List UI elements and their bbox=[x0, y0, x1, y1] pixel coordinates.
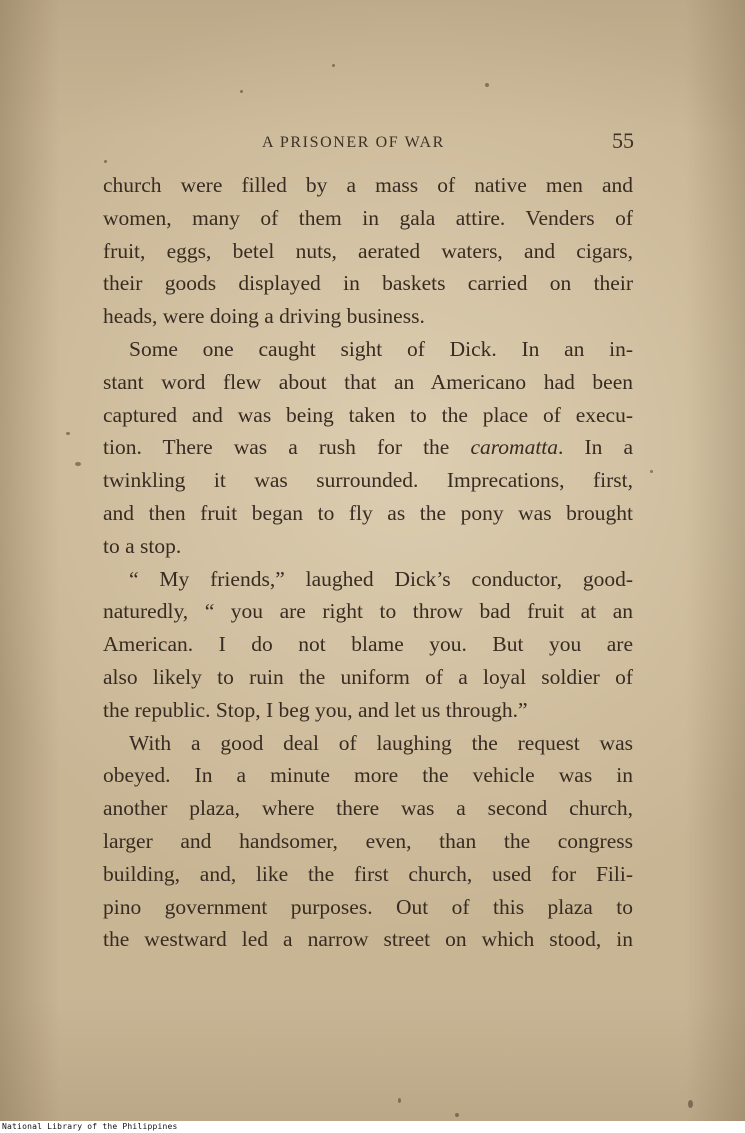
text-line-9-start: tion. There was a rush for the bbox=[103, 435, 450, 460]
paper-speck bbox=[688, 1100, 693, 1108]
text-line-23: pino government purposes. Out of this plaza to bbox=[103, 894, 633, 919]
text-line-8: captured and was being taken to the place of execu- bbox=[103, 402, 633, 427]
text-line-6: Some one caught sight of Dick. In an in- bbox=[129, 336, 633, 361]
text-line-12: to a stop. bbox=[103, 533, 182, 558]
text-line-16: also likely to ruin the uniform of a loyal soldier of bbox=[103, 664, 633, 689]
running-title: A PRISONER OF WAR bbox=[262, 134, 445, 151]
text-line-18: With a good deal of laughing the request was bbox=[129, 730, 633, 755]
text-line-3: fruit, eggs, betel nuts, aerated waters, and cigars, bbox=[103, 238, 633, 263]
paper-speck bbox=[455, 1113, 459, 1117]
text-line-22: building, and, like the first church, used for Fili- bbox=[103, 861, 633, 886]
text-line-15: American. I do not blame you. But you are bbox=[103, 632, 633, 657]
text-line-9-end: . In a bbox=[558, 435, 633, 460]
text-line-11: and then fruit began to fly as the pony was brought bbox=[103, 500, 633, 525]
paper-speck bbox=[398, 1098, 401, 1103]
paper-speck bbox=[104, 160, 107, 163]
text-line-19: obeyed. In a minute more the vehicle was in bbox=[103, 763, 633, 788]
text-line-5: heads, were doing a driving business. bbox=[103, 304, 425, 329]
page-number: 55 bbox=[612, 128, 634, 153]
text-line-4: their goods displayed in baskets carried on their bbox=[103, 271, 633, 296]
text-line-2: women, many of them in gala attire. Venders of bbox=[103, 205, 633, 230]
text-line-9 bbox=[103, 431, 633, 464]
text-line-24: the westward led a narrow street on which stood, in bbox=[103, 927, 633, 952]
paper-speck bbox=[485, 83, 489, 87]
text-line-10: twinkling it was surrounded. Imprecations, first, bbox=[103, 468, 633, 493]
running-head bbox=[262, 128, 634, 158]
text-line-14: naturedly, “ you are right to throw bad fruit at an bbox=[103, 599, 633, 624]
library-credit: National Library of the Philippines bbox=[2, 1122, 178, 1131]
paper-speck bbox=[240, 90, 243, 93]
paper-speck bbox=[66, 432, 70, 435]
body-text bbox=[103, 169, 633, 956]
text-line-1: church were filled by a mass of native men and bbox=[103, 173, 633, 197]
text-line-7: stant word flew about that an Americano had been bbox=[103, 369, 633, 394]
scan-footer bbox=[0, 1121, 745, 1133]
paper-speck bbox=[75, 462, 81, 466]
text-line-21: larger and handsomer, even, than the congress bbox=[103, 828, 633, 853]
text-line-17: the republic. Stop, I beg you, and let us through.” bbox=[103, 697, 528, 722]
paper-speck bbox=[332, 64, 335, 67]
italic-word: caromatta bbox=[470, 435, 559, 460]
paper-speck bbox=[650, 470, 653, 473]
text-line-20: another plaza, where there was a second church, bbox=[103, 796, 633, 821]
text-line-13: “ My friends,” laughed Dick’s conductor, good- bbox=[129, 566, 633, 591]
